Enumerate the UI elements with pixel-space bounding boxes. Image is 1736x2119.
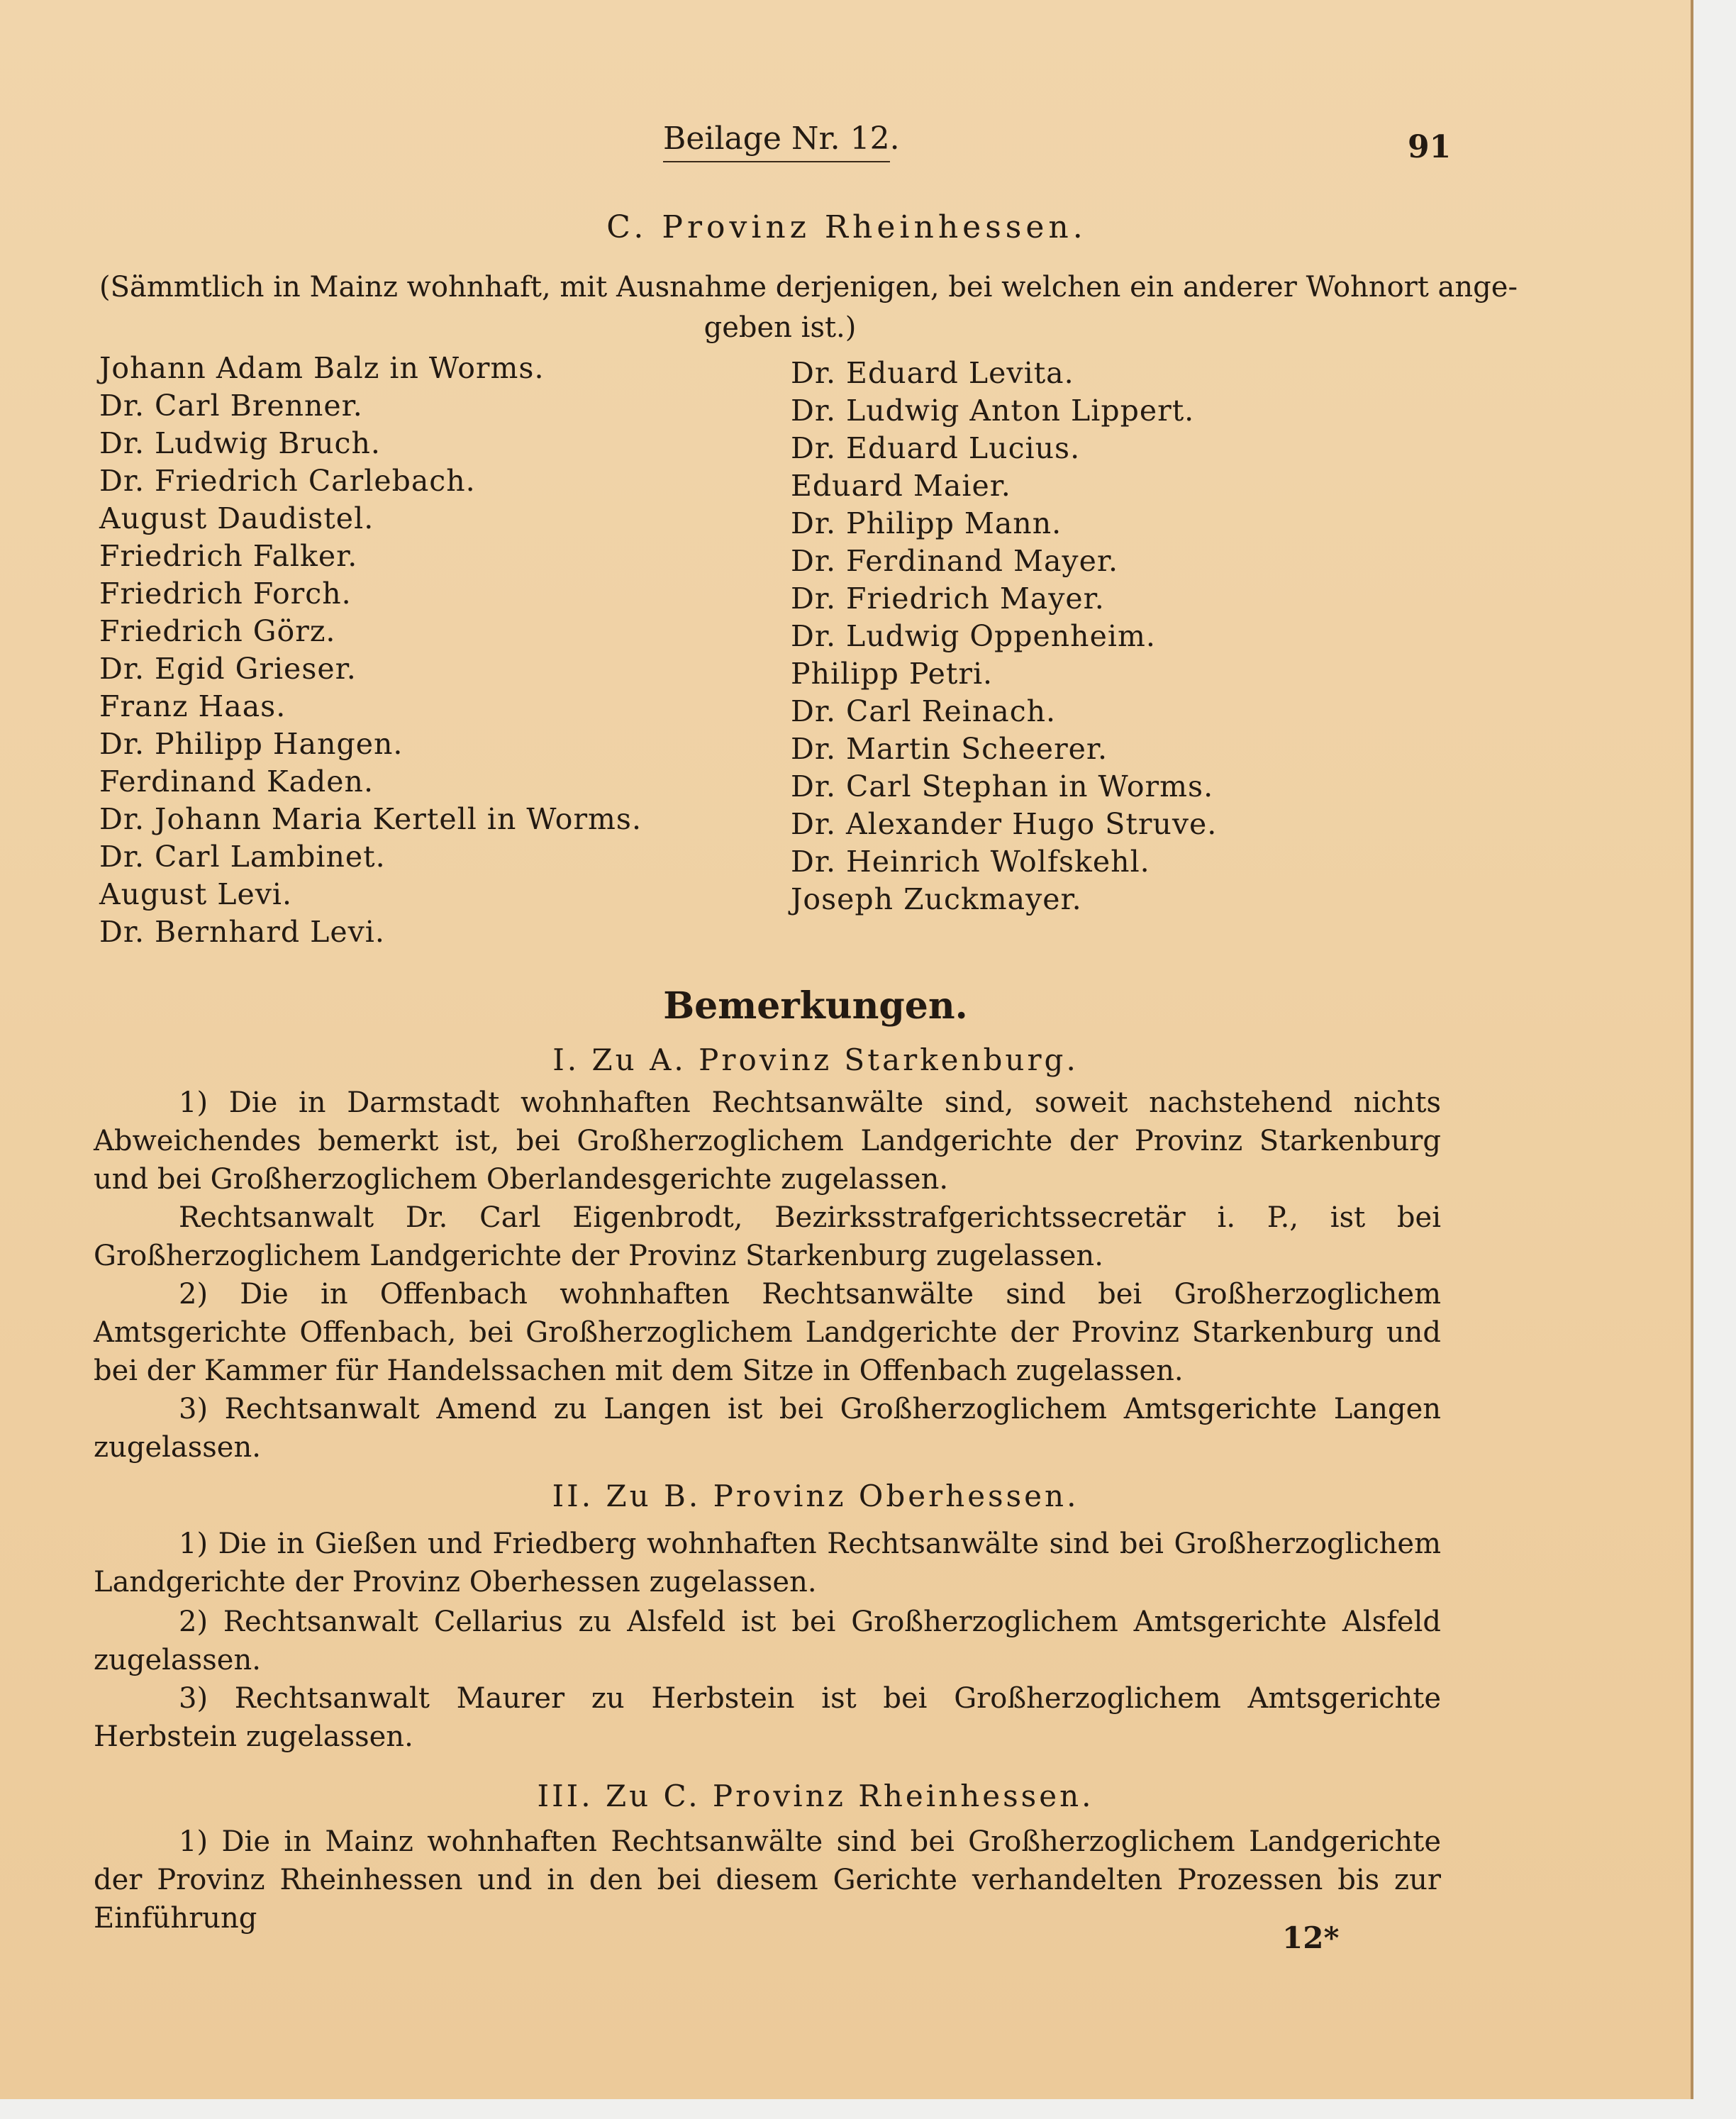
remarks-section-1-paragraph-1: 1) Die in Darmstadt wohnhaften Rechtsanwälte sind, soweit nachstehend nichts Abweichendes bemerkt ist, bei Großherzoglichem Landgerichte der Provinz Starkenburg und bei Großherzoglichem Oberlandesgerichte zugelassen. [94,1086,1441,1196]
list-item: Dr. Carl Reinach. [791,694,1057,728]
signature-mark: 12* [1282,1920,1340,1955]
list-item: Friedrich Görz. [99,614,336,648]
list-item: Dr. Friedrich Carlebach. [99,464,476,498]
list-item: August Levi. [99,877,293,911]
remarks-section-2-paragraph-1: 1) Die in Gießen und Friedberg wohnhaften Rechtsanwälte sind bei Großherzoglichem Landgerichte der Provinz Oberhessen zugelassen. [94,1528,1441,1598]
list-item: Dr. Alexander Hugo Struve. [791,807,1218,841]
list-item: Dr. Ferdinand Mayer. [791,544,1118,578]
list-item: Johann Adam Balz in Worms. [99,351,545,385]
list-item: Philipp Petri. [791,657,994,691]
list-item: August Daudistel. [99,501,374,535]
remarks-section-1-paragraph-3: 2) Die in Offenbach wohnhaften Rechtsanwälte sind bei Großherzoglichem Amtsgerichte Offenbach, bei Großherzoglichem Landgerichte der Provinz Starkenburg und bei der Kammer für Handelssachen mit dem Sitze in Offenbach zugelassen. [94,1278,1441,1387]
remarks-section-1-heading: I. Zu A. Provinz Starkenburg. [552,1042,1079,1077]
list-item: Dr. Eduard Lucius. [791,431,1081,465]
list-item: Dr. Eduard Levita. [791,356,1074,390]
list-item: Dr. Bernhard Levi. [99,915,385,949]
remarks-section-2-paragraph-2: 2) Rechtsanwalt Cellarius zu Alsfeld ist bei Großherzoglichem Amtsgerichte Alsfeld zugelassen. [94,1606,1441,1676]
list-item: Dr. Philipp Mann. [791,506,1062,540]
list-item: Dr. Ludwig Anton Lippert. [791,394,1195,428]
list-item: Dr. Ludwig Bruch. [99,426,381,460]
list-item: Dr. Martin Scheerer. [791,732,1108,766]
remarks-section-2-heading: II. Zu B. Provinz Oberhessen. [552,1479,1079,1513]
list-item: Dr. Johann Maria Kertell in Worms. [99,802,642,836]
remarks-section-3-paragraph-1: 1) Die in Mainz wohnhaften Rechtsanwälte sind bei Großherzoglichem Landgerichte der Provinz Rheinhessen und in den bei diesem Gerichte verhandelten Prozessen bis zur Einführung [94,1825,1441,1935]
section-c-note-line-1: (Sämmtlich in Mainz wohnhaft, mit Ausnahme derjenigen, bei welchen ein anderer Wohnort ange- [99,271,1518,304]
list-item: Dr. Carl Lambinet. [99,840,386,874]
page-number: 91 [1408,129,1452,165]
list-item: Dr. Carl Brenner. [99,389,363,423]
remarks-section-1-paragraph-4: 3) Rechtsanwalt Amend zu Langen ist bei Großherzoglichem Amtsgerichte Langen zugelassen. [94,1393,1441,1464]
remarks-section-2-paragraph-3: 3) Rechtsanwalt Maurer zu Herbstein ist bei Großherzoglichem Amtsgerichte Herbstein zugelassen. [94,1682,1441,1753]
list-item: Eduard Maier. [791,469,1011,503]
section-c-heading: C. Provinz Rheinhessen. [606,209,1087,245]
section-c-note-line-2: geben ist.) [703,311,857,344]
list-item: Ferdinand Kaden. [99,764,374,799]
list-item: Franz Haas. [99,689,286,723]
list-item: Dr. Heinrich Wolfskehl. [791,845,1150,879]
list-item: Joseph Zuckmayer. [791,882,1082,916]
remarks-section-3-heading: III. Zu C. Provinz Rheinhessen. [537,1779,1094,1813]
list-item: Friedrich Falker. [99,539,358,573]
remarks-title: Bemerkungen. [663,984,968,1028]
list-item: Friedrich Forch. [99,577,352,611]
list-item: Dr. Ludwig Oppenheim. [791,619,1156,653]
list-item: Dr. Friedrich Mayer. [791,582,1105,616]
list-item: Dr. Philipp Hangen. [99,727,404,761]
remarks-section-1-paragraph-2: Rechtsanwalt Dr. Carl Eigenbrodt, Bezirksstrafgerichtssecretär i. P., ist bei Großherzoglichem Landgerichte der Provinz Starkenburg zugelassen. [94,1201,1441,1272]
list-item: Dr. Carl Stephan in Worms. [791,769,1214,803]
list-item: Dr. Egid Grieser. [99,652,357,686]
header-label: Beilage Nr. 12. [663,121,890,162]
